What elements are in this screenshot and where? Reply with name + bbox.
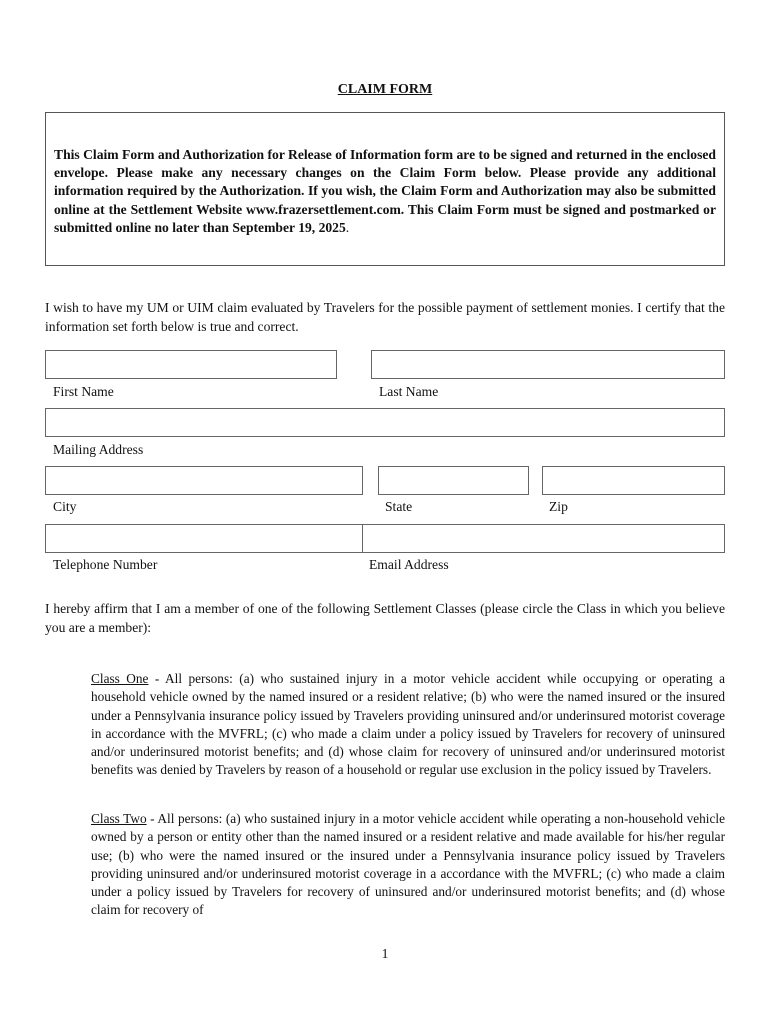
mailing-address-input[interactable] [45,408,725,437]
city-label: City [53,499,77,514]
page-title: CLAIM FORM [337,82,433,97]
page-number: 1 [381,946,389,961]
class-two-name: Class Two [91,811,147,826]
first-name-label: First Name [53,384,114,399]
class-one-paragraph [91,670,725,780]
zip-label: Zip [549,499,568,514]
class-two-text: - All persons: (a) who sustained injury in a motor vehicle accident while operating a non-household vehicle owned by a person or entity other than the named insured or a resident relative and made available for his/her regular use; (b) who were the named insured or the insured under a Pennsylvania insurance policy issued by Travelers providing uninsured and/or underinsured motorist coverage in a accordance with the MVFRL; (c) who made a claim under a policy issued by Travelers for recovery of uninsured and/or underinsured motorist benefits; and (d) whose claim for recovery of [91,811,725,918]
email-input[interactable] [362,524,725,553]
affirm-paragraph: I hereby affirm that I am a member of one of the following Settlement Classes (please circle the Class in which you believe you are a member): [45,601,725,635]
state-input[interactable] [378,466,529,495]
class-one-name: Class One [91,671,149,686]
class-two-paragraph [91,810,725,920]
notice-text-bold: This Claim Form and Authorization for Release of Information form are to be signed and returned in the enclosed envelope. Please make any necessary changes on the Claim Form below. Please provide any additional information required by the Authorization. If you wish, the Claim Form and Authorization may also be submitted online at the Settlement Website www.frazersettlement.com. This Claim Form must be signed and postmarked or submitted online no later than September 19, 2025 [54,147,716,235]
zip-input[interactable] [542,466,725,495]
state-label: State [385,499,413,514]
last-name-input[interactable] [371,350,725,379]
telephone-label: Telephone Number [53,557,158,572]
mailing-address-label: Mailing Address [53,442,144,457]
first-name-input[interactable] [45,350,337,379]
telephone-input[interactable] [45,524,363,553]
notice-text [54,146,716,237]
notice-box [45,112,725,266]
intro-paragraph: I wish to have my UM or UIM claim evaluated by Travelers for the possible payment of settlement monies. I certify that the information set forth below is true and correct. [45,300,725,334]
class-one-text: - All persons: (a) who sustained injury in a motor vehicle accident while occupying or operating a household vehicle owned by the named insured or a resident relative; (b) who were the named insured or the insured under a Pennsylvania insurance policy issued by Travelers providing uninsured and/or underinsured motorist coverage in accordance with the MVFRL; (c) who made a claim under a policy issued by Travelers for recovery of uninsured and/or underinsured motorist benefits; and (d) whose claim for recovery of uninsured and/or underinsured motorist benefits was denied by Travelers by reason of a household or regular use exclusion in the policy issued by Travelers. [91,671,726,778]
email-label: Email Address [369,557,449,572]
last-name-label: Last Name [379,384,439,399]
city-input[interactable] [45,466,363,495]
notice-text-end: . [345,219,350,235]
